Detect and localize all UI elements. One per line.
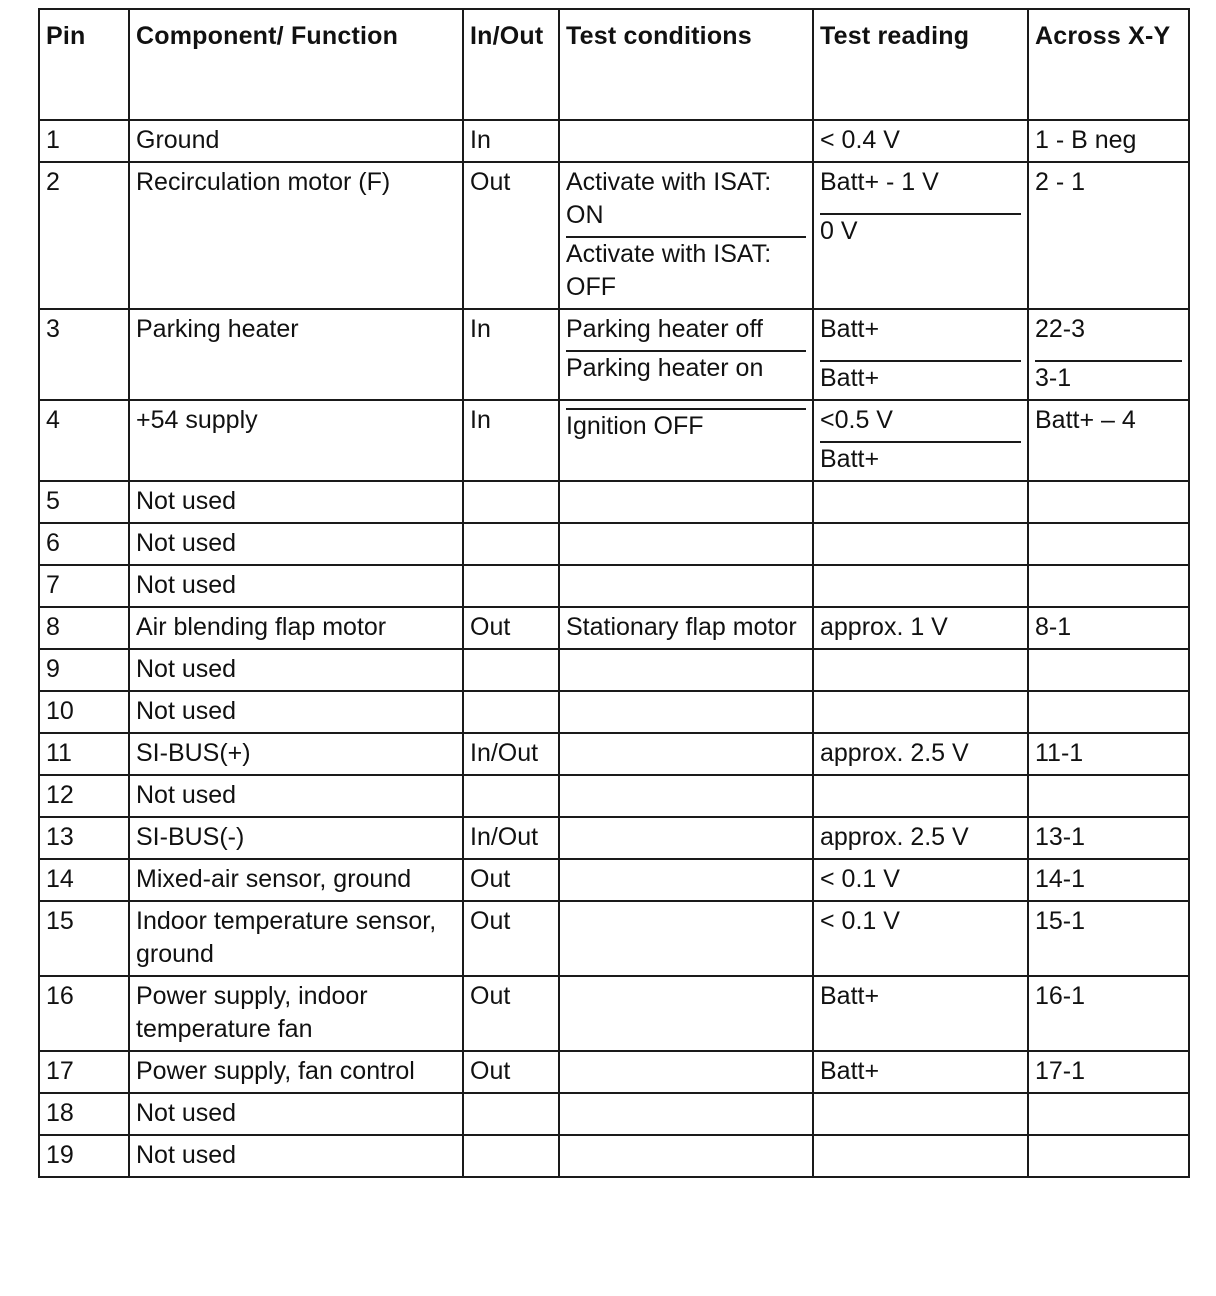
component-cell: SI-BUS(-) bbox=[129, 817, 463, 859]
inout-cell: Out bbox=[463, 1051, 559, 1093]
test-conditions-cell bbox=[559, 120, 813, 162]
test-reading-cell bbox=[813, 649, 1028, 691]
test-reading-cell bbox=[813, 1051, 1028, 1093]
component-cell: Parking heater bbox=[129, 309, 463, 400]
test-reading-cell bbox=[813, 162, 1028, 309]
component-cell: Not used bbox=[129, 691, 463, 733]
component-cell: Mixed-air sensor, ground bbox=[129, 859, 463, 901]
test-conditions-cell bbox=[559, 817, 813, 859]
test-reading-cell bbox=[813, 976, 1028, 1051]
table-row bbox=[39, 733, 1189, 775]
inout-cell: In bbox=[463, 309, 559, 400]
test-condition-text: Parking heater off bbox=[566, 315, 763, 343]
across-cell bbox=[1028, 481, 1189, 523]
across-cell bbox=[1028, 309, 1189, 400]
test-conditions-cell bbox=[559, 733, 813, 775]
pin-cell: 7 bbox=[39, 565, 129, 607]
across-cell bbox=[1028, 817, 1189, 859]
inout-cell: Out bbox=[463, 162, 559, 309]
test-reading-text: Batt+ bbox=[820, 360, 1021, 395]
across-text: Batt+ – 4 bbox=[1035, 406, 1136, 434]
pin-cell: 1 bbox=[39, 120, 129, 162]
test-reading-text: < 0.1 V bbox=[820, 907, 900, 935]
across-cell bbox=[1028, 859, 1189, 901]
table-row bbox=[39, 775, 1189, 817]
pin-cell: 3 bbox=[39, 309, 129, 400]
across-cell bbox=[1028, 607, 1189, 649]
pin-cell: 6 bbox=[39, 523, 129, 565]
test-reading-text: Batt+ bbox=[820, 315, 880, 343]
test-reading-text: 0 V bbox=[820, 213, 1021, 248]
across-cell bbox=[1028, 733, 1189, 775]
test-reading-text: Batt+ bbox=[820, 441, 1021, 476]
across-cell bbox=[1028, 1093, 1189, 1135]
inout-cell bbox=[463, 565, 559, 607]
test-conditions-cell bbox=[559, 481, 813, 523]
pin-cell: 19 bbox=[39, 1135, 129, 1177]
inout-cell bbox=[463, 1093, 559, 1135]
across-cell bbox=[1028, 976, 1189, 1051]
test-reading-cell bbox=[813, 1093, 1028, 1135]
test-conditions-cell bbox=[559, 691, 813, 733]
table-row bbox=[39, 901, 1189, 976]
across-text: 14-1 bbox=[1035, 865, 1086, 893]
across-cell bbox=[1028, 901, 1189, 976]
across-text: 3-1 bbox=[1035, 360, 1182, 395]
test-reading-text: < 0.4 V bbox=[820, 126, 900, 154]
pin-cell: 4 bbox=[39, 400, 129, 481]
test-condition-text: Stationary flap motor bbox=[566, 613, 797, 641]
table-row bbox=[39, 400, 1189, 481]
test-conditions-cell bbox=[559, 859, 813, 901]
component-cell: SI-BUS(+) bbox=[129, 733, 463, 775]
test-conditions-cell bbox=[559, 309, 813, 400]
test-conditions-cell bbox=[559, 901, 813, 976]
inout-cell: Out bbox=[463, 859, 559, 901]
test-reading-text: approx. 2.5 V bbox=[820, 739, 969, 767]
test-reading-cell bbox=[813, 523, 1028, 565]
across-cell bbox=[1028, 400, 1189, 481]
component-cell: Not used bbox=[129, 649, 463, 691]
table-row bbox=[39, 817, 1189, 859]
across-text: 13-1 bbox=[1035, 823, 1086, 851]
across-text: 11-1 bbox=[1035, 739, 1084, 767]
test-reading-cell bbox=[813, 565, 1028, 607]
test-reading-cell bbox=[813, 309, 1028, 400]
test-reading-text: < 0.1 V bbox=[820, 865, 900, 893]
across-cell bbox=[1028, 565, 1189, 607]
pin-cell: 16 bbox=[39, 976, 129, 1051]
across-cell bbox=[1028, 1051, 1189, 1093]
inout-cell bbox=[463, 523, 559, 565]
test-conditions-cell bbox=[559, 400, 813, 481]
component-cell: Not used bbox=[129, 1093, 463, 1135]
across-cell bbox=[1028, 523, 1189, 565]
test-conditions-cell bbox=[559, 775, 813, 817]
test-reading-cell bbox=[813, 691, 1028, 733]
pin-cell: 5 bbox=[39, 481, 129, 523]
pin-cell: 11 bbox=[39, 733, 129, 775]
table-row bbox=[39, 607, 1189, 649]
across-text: 1 - B neg bbox=[1035, 126, 1137, 154]
test-reading-cell bbox=[813, 859, 1028, 901]
inout-cell: Out bbox=[463, 976, 559, 1051]
table-row bbox=[39, 691, 1189, 733]
header-pin: Pin bbox=[39, 9, 129, 120]
test-reading-cell bbox=[813, 481, 1028, 523]
test-conditions-cell bbox=[559, 649, 813, 691]
pin-cell: 18 bbox=[39, 1093, 129, 1135]
table-row bbox=[39, 162, 1189, 309]
test-condition-text: Ignition OFF bbox=[566, 408, 806, 443]
across-cell bbox=[1028, 775, 1189, 817]
inout-cell: In/Out bbox=[463, 733, 559, 775]
pin-cell: 9 bbox=[39, 649, 129, 691]
component-cell: Not used bbox=[129, 481, 463, 523]
pin-cell: 10 bbox=[39, 691, 129, 733]
header-test-reading: Test reading bbox=[813, 9, 1028, 120]
component-cell: Recirculation motor (F) bbox=[129, 162, 463, 309]
pin-cell: 8 bbox=[39, 607, 129, 649]
inout-cell bbox=[463, 1135, 559, 1177]
inout-cell: In/Out bbox=[463, 817, 559, 859]
test-reading-cell bbox=[813, 607, 1028, 649]
header-inout: In/Out bbox=[463, 9, 559, 120]
table-row bbox=[39, 481, 1189, 523]
table-row bbox=[39, 565, 1189, 607]
component-cell: Not used bbox=[129, 523, 463, 565]
test-reading-cell bbox=[813, 120, 1028, 162]
table-row bbox=[39, 120, 1189, 162]
test-reading-text: Batt+ bbox=[820, 1057, 880, 1085]
test-reading-cell bbox=[813, 1135, 1028, 1177]
test-conditions-cell bbox=[559, 162, 813, 309]
pin-cell: 15 bbox=[39, 901, 129, 976]
test-conditions-cell bbox=[559, 1093, 813, 1135]
test-conditions-cell bbox=[559, 607, 813, 649]
table-body bbox=[39, 120, 1189, 1177]
table-row bbox=[39, 1093, 1189, 1135]
across-text: 2 - 1 bbox=[1035, 168, 1086, 196]
test-reading-cell bbox=[813, 901, 1028, 976]
component-cell: Ground bbox=[129, 120, 463, 162]
inout-cell bbox=[463, 649, 559, 691]
test-reading-text: Batt+ - 1 V bbox=[820, 168, 939, 196]
table-header-row bbox=[39, 9, 1189, 120]
header-component: Component/ Function bbox=[129, 9, 463, 120]
across-cell bbox=[1028, 162, 1189, 309]
test-reading-text: approx. 1 V bbox=[820, 613, 948, 641]
test-conditions-cell bbox=[559, 976, 813, 1051]
pin-assignment-table bbox=[38, 8, 1190, 1178]
test-conditions-cell bbox=[559, 1051, 813, 1093]
test-reading-cell bbox=[813, 733, 1028, 775]
header-across: Across X-Y bbox=[1028, 9, 1189, 120]
header-test-conditions: Test conditions bbox=[559, 9, 813, 120]
inout-cell bbox=[463, 481, 559, 523]
across-text: 15-1 bbox=[1035, 907, 1086, 935]
test-reading-text: <0.5 V bbox=[820, 406, 893, 434]
pin-cell: 13 bbox=[39, 817, 129, 859]
table-row bbox=[39, 1051, 1189, 1093]
table-row bbox=[39, 309, 1189, 400]
inout-cell: In bbox=[463, 120, 559, 162]
across-text: 17-1 bbox=[1035, 1057, 1086, 1085]
pin-cell: 2 bbox=[39, 162, 129, 309]
test-reading-text: approx. 2.5 V bbox=[820, 823, 969, 851]
test-reading-cell bbox=[813, 817, 1028, 859]
component-cell: Power supply, indoor temperature fan bbox=[129, 976, 463, 1051]
test-condition-text: Activate with ISAT: OFF bbox=[566, 236, 806, 304]
component-cell: +54 supply bbox=[129, 400, 463, 481]
table-row bbox=[39, 649, 1189, 691]
test-reading-text: Batt+ bbox=[820, 982, 880, 1010]
table-row bbox=[39, 523, 1189, 565]
across-cell bbox=[1028, 649, 1189, 691]
test-reading-cell bbox=[813, 775, 1028, 817]
test-reading-cell bbox=[813, 400, 1028, 481]
component-cell: Air blending flap motor bbox=[129, 607, 463, 649]
inout-cell bbox=[463, 775, 559, 817]
component-cell: Indoor temperature sensor, ground bbox=[129, 901, 463, 976]
table-row bbox=[39, 976, 1189, 1051]
test-conditions-cell bbox=[559, 565, 813, 607]
component-cell: Power supply, fan control bbox=[129, 1051, 463, 1093]
component-cell: Not used bbox=[129, 775, 463, 817]
pin-cell: 17 bbox=[39, 1051, 129, 1093]
inout-cell: Out bbox=[463, 901, 559, 976]
pin-table-sheet bbox=[38, 8, 1188, 1178]
inout-cell: In bbox=[463, 400, 559, 481]
test-condition-text: Parking heater on bbox=[566, 350, 806, 385]
test-condition-text: Activate with ISAT: ON bbox=[566, 168, 772, 229]
across-text: 16-1 bbox=[1035, 982, 1086, 1010]
pin-cell: 12 bbox=[39, 775, 129, 817]
inout-cell: Out bbox=[463, 607, 559, 649]
table-row bbox=[39, 859, 1189, 901]
component-cell: Not used bbox=[129, 1135, 463, 1177]
across-text: 8-1 bbox=[1035, 613, 1072, 641]
across-cell bbox=[1028, 120, 1189, 162]
across-cell bbox=[1028, 1135, 1189, 1177]
component-cell: Not used bbox=[129, 565, 463, 607]
test-conditions-cell bbox=[559, 523, 813, 565]
inout-cell bbox=[463, 691, 559, 733]
table-row bbox=[39, 1135, 1189, 1177]
across-cell bbox=[1028, 691, 1189, 733]
across-text: 22-3 bbox=[1035, 315, 1086, 343]
pin-cell: 14 bbox=[39, 859, 129, 901]
test-conditions-cell bbox=[559, 1135, 813, 1177]
